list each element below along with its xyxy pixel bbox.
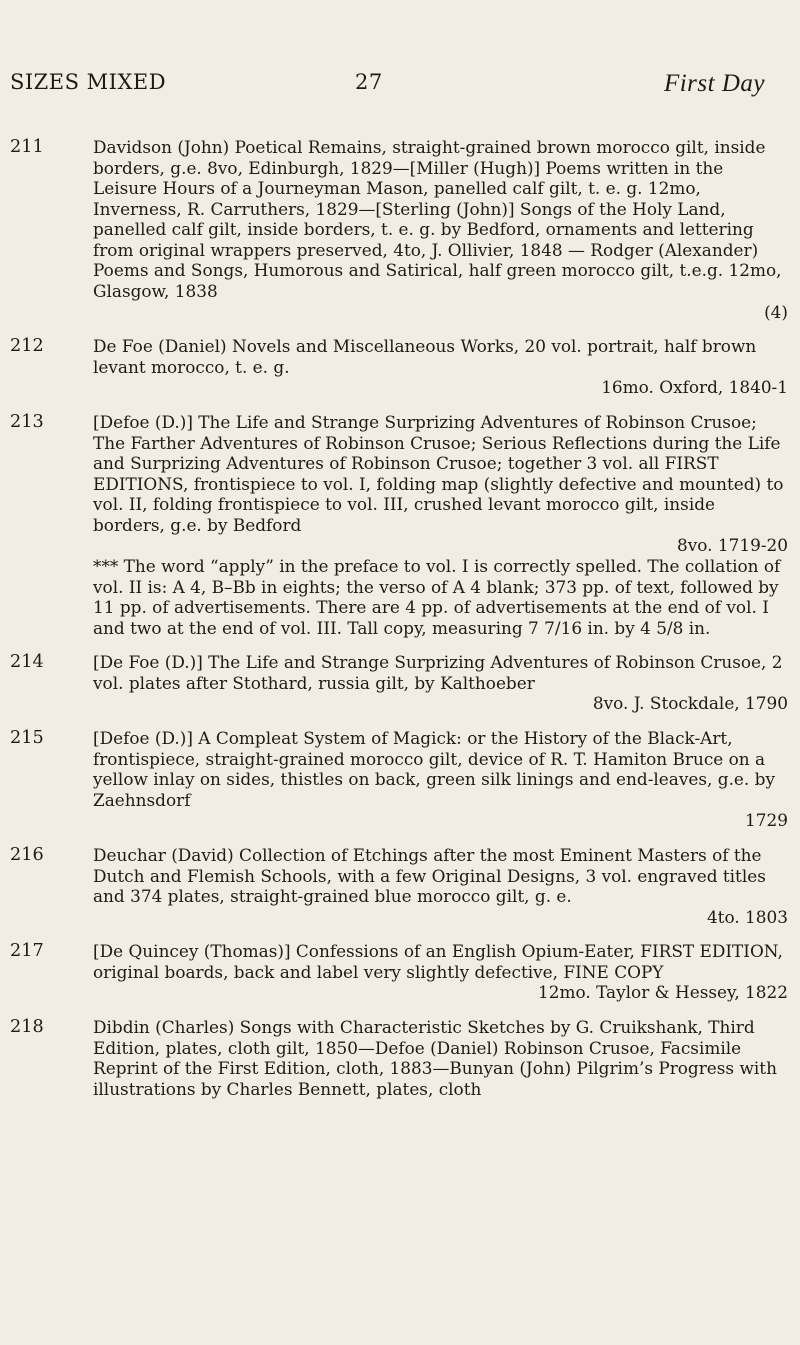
lot-number: 212 — [10, 336, 44, 356]
lot-text: [De Foe (D.)] The Life and Strange Surprizing Adventures of Robinson Crusoe, 2 vol. plates after Stothard, russia gilt, by Kalthoeber — [93, 652, 783, 693]
lot-text: Deuchar (David) Collection of Etchings after the most Eminent Masters of the Dutch and Flemish Schools, with a few Original Designs, 3 vol. engraved titles and 374 plates, straight-grained blue morocco gilt, g. e. — [93, 845, 766, 907]
lot-text: De Foe (Daniel) Novels and Miscellaneous Works, 20 vol. portrait, half brown levant morocco, t. e. g. — [93, 336, 757, 377]
lot-description — [93, 137, 788, 322]
lot-note: *** The word “apply” in the preface to vol. I is correctly spelled. The collation of vol. II is: A 4, B–Bb in eights; the verso of A 4 blank; 373 pp. of text, followed by 11 pp. of advertisements. There are 4 pp. of advertisements at the end of vol. I and two at the end of vol. III. Tall copy, measuring 7 7/16 in. by 4 5/8 in. — [93, 556, 781, 638]
day-heading: First Day — [663, 70, 765, 97]
lot-text: Davidson (John) Poetical Remains, straight-grained brown morocco gilt, inside borders, g.e. 8vo, Edinburgh, 1829—[Miller (Hugh)] Poems written in the Leisure Hours of a Journeyman Mason, panelled calf gilt, t. e. g. 12mo, Inverness, R. Carruthers, 1829—[Sterling (John)] Songs of the Holy Land, panelled calf gilt, inside borders, t. e. g. by Bedford, ornaments and lettering from original wrappers preserved, 4to, J. Ollivier, 1848 — Rodger (Alexander) Poems and Songs, Humorous and Satirical, half green morocco gilt, t.e.g. 12mo, Glasgow, 1838 — [93, 137, 782, 302]
lot-number: 213 — [10, 412, 44, 432]
page-number: 27 — [355, 70, 383, 94]
lot-description — [93, 412, 788, 638]
lot-tail: 16mo. Oxford, 1840-1 — [601, 377, 788, 398]
lot-tail: 12mo. Taylor & Hessey, 1822 — [538, 982, 788, 1003]
lot-number: 216 — [10, 845, 44, 865]
page-header — [10, 70, 780, 110]
lot-number: 214 — [10, 652, 44, 672]
lot-description — [93, 845, 788, 927]
lot-text: [De Quincey (Thomas)] Confessions of an English Opium-Eater, FIRST EDITION, original boards, back and label very slightly defective, FINE COPY — [93, 941, 783, 982]
lot-tail: (4) — [764, 301, 788, 322]
section-heading: SIZES MIXED — [10, 70, 167, 94]
lot-number: 217 — [10, 941, 44, 961]
lot-description — [93, 336, 788, 398]
lot-tail: 1729 — [745, 810, 788, 831]
lot-number: 215 — [10, 728, 44, 748]
lot-description — [93, 652, 788, 714]
lot-tail: 8vo. 1719-20 — [677, 535, 788, 556]
lot-tail: 4to. 1803 — [706, 906, 788, 927]
lot-number: 218 — [10, 1017, 44, 1037]
lot-description — [93, 728, 788, 831]
lot-description — [93, 1017, 788, 1099]
lot-description — [93, 941, 788, 1003]
lot-text: [Defoe (D.)] The Life and Strange Surprizing Adventures of Robinson Crusoe; The Farther Adventures of Robinson Crusoe; Serious Reflections during the Life and Surprizing Adventures of Robinson Crusoe; together 3 vol. all FIRST EDITIONS, frontispiece to vol. I, folding map (slightly defective and mounted) to vol. II, folding frontispiece to vol. III, crushed levant morocco gilt, inside borders, g.e. by Bedford — [93, 412, 784, 535]
lot-tail: 8vo. J. Stockdale, 1790 — [592, 693, 788, 714]
lot-number: 211 — [10, 137, 44, 157]
lot-text: Dibdin (Charles) Songs with Characteristic Sketches by G. Cruikshank, Third Edition, plates, cloth gilt, 1850—Defoe (Daniel) Robinson Crusoe, Facsimile Reprint of the First Edition, cloth, 1883—Bunyan (John) Pilgrim’s Progress with illustrations by Charles Bennett, plates, cloth — [93, 1017, 777, 1099]
lot-text: [Defoe (D.)] A Compleat System of Magick: or the History of the Black-Art, frontispiece, straight-grained morocco gilt, device of R. T. Hamiton Bruce on a yellow inlay on sides, thistles on back, green silk linings and end-leaves, g.e. by Zaehnsdorf — [93, 728, 775, 810]
